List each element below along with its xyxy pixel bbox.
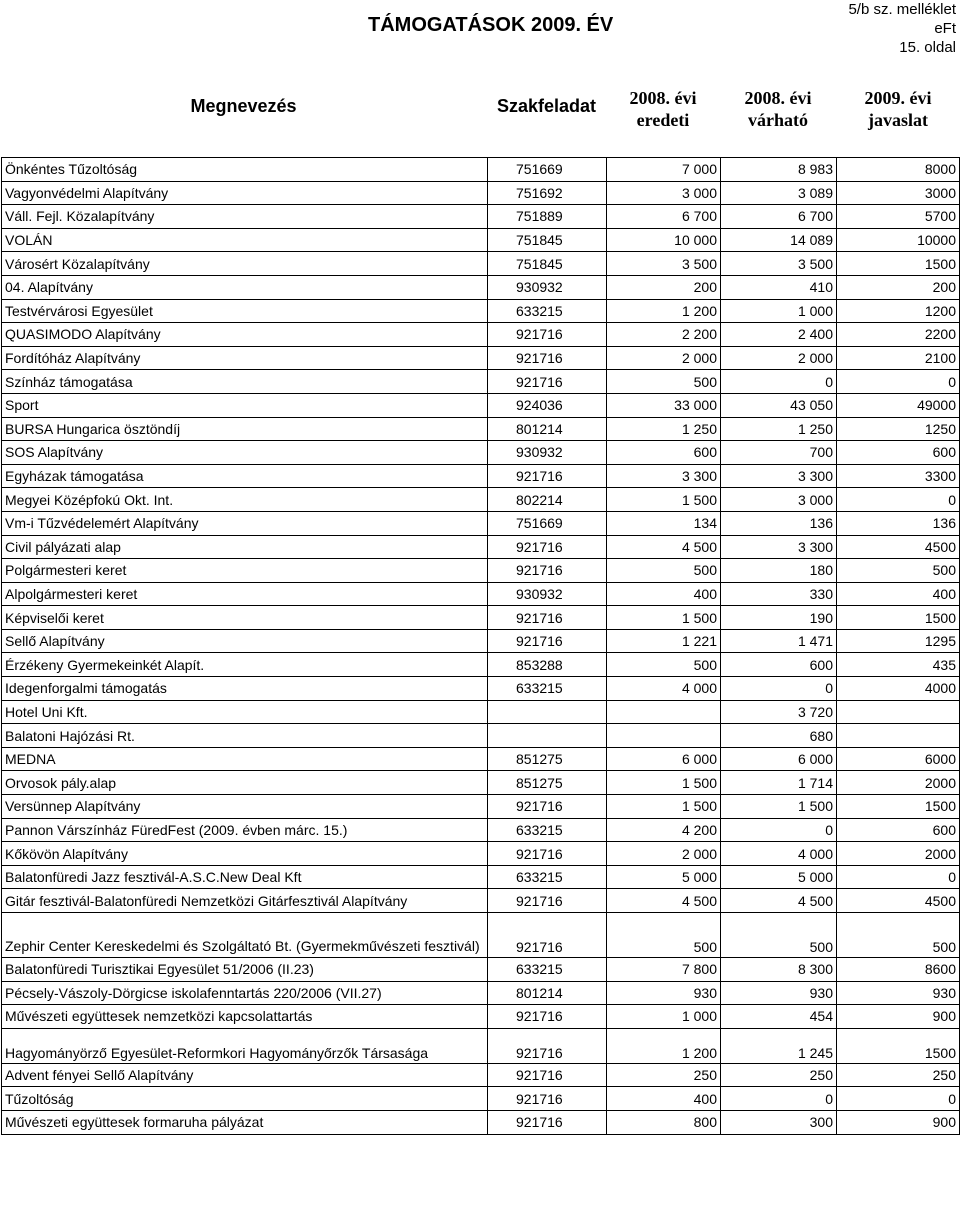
cell-szakfeladat: 924036: [488, 393, 607, 417]
cell-varhato: 410: [721, 275, 837, 299]
cell-javaslat: 1500: [837, 1028, 960, 1063]
cell-varhato: 4 000: [721, 842, 837, 866]
cell-eredeti: 2 200: [607, 323, 721, 347]
table-row: [2, 488, 960, 512]
cell-varhato: 2 000: [721, 346, 837, 370]
table-row: [2, 889, 960, 913]
table-row: [2, 1087, 960, 1111]
cell-varhato: 0: [721, 818, 837, 842]
cell-szakfeladat: 633215: [488, 299, 607, 323]
cell-eredeti: 1 200: [607, 299, 721, 323]
cell-javaslat: 500: [837, 913, 960, 958]
cell-javaslat: 0: [837, 370, 960, 394]
cell-name: Pannon Várszínház FüredFest (2009. évben márc. 15.): [2, 818, 488, 842]
cell-eredeti: 800: [607, 1110, 721, 1134]
cell-eredeti: 3 500: [607, 252, 721, 276]
table-row: [2, 677, 960, 701]
cell-szakfeladat: 921716: [488, 464, 607, 488]
cell-name: Sellő Alapítvány: [2, 629, 488, 653]
cell-szakfeladat: 801214: [488, 417, 607, 441]
table-row: [2, 981, 960, 1005]
cell-varhato: 3 720: [721, 700, 837, 724]
cell-szakfeladat: 851275: [488, 771, 607, 795]
cell-name: Orvosok pály.alap: [2, 771, 488, 795]
table-row: [2, 747, 960, 771]
cell-name: Alpolgármesteri keret: [2, 582, 488, 606]
support-table-body: [2, 158, 960, 1135]
cell-eredeti: 4 000: [607, 677, 721, 701]
column-header-javaslat: [836, 87, 960, 131]
cell-eredeti: 6 700: [607, 205, 721, 229]
cell-name: Hotel Uni Kft.: [2, 700, 488, 724]
cell-szakfeladat: 921716: [488, 1087, 607, 1111]
cell-javaslat: 930: [837, 981, 960, 1005]
cell-szakfeladat: 921716: [488, 1005, 607, 1029]
cell-name: Kőkövön Alapítvány: [2, 842, 488, 866]
table-row: [2, 606, 960, 630]
cell-eredeti: 2 000: [607, 346, 721, 370]
cell-szakfeladat: 921716: [488, 346, 607, 370]
cell-name: Művészeti együttesek nemzetközi kapcsolattartás: [2, 1005, 488, 1029]
cell-javaslat: 0: [837, 865, 960, 889]
cell-javaslat: 500: [837, 559, 960, 583]
table-row: [2, 228, 960, 252]
cell-eredeti: 500: [607, 913, 721, 958]
cell-varhato: 454: [721, 1005, 837, 1029]
cell-szakfeladat: 921716: [488, 606, 607, 630]
cell-szakfeladat: 930932: [488, 582, 607, 606]
cell-varhato: 180: [721, 559, 837, 583]
cell-eredeti: 1 000: [607, 1005, 721, 1029]
cell-name: Pécsely-Vászoly-Dörgicse iskolafenntartás 220/2006 (VII.27): [2, 981, 488, 1005]
cell-varhato: 3 300: [721, 464, 837, 488]
cell-varhato: 1 500: [721, 795, 837, 819]
cell-javaslat: 1295: [837, 629, 960, 653]
cell-javaslat: 4500: [837, 889, 960, 913]
cell-javaslat: 8600: [837, 958, 960, 982]
cell-name: Polgármesteri keret: [2, 559, 488, 583]
page-number: 15. oldal: [899, 39, 956, 56]
cell-javaslat: 8000: [837, 158, 960, 182]
cell-eredeti: 7 800: [607, 958, 721, 982]
cell-varhato: 6 700: [721, 205, 837, 229]
cell-szakfeladat: 633215: [488, 818, 607, 842]
cell-szakfeladat: 921716: [488, 323, 607, 347]
cell-name: Önkéntes Tűzoltóság: [2, 158, 488, 182]
table-row: [2, 417, 960, 441]
cell-javaslat: [837, 700, 960, 724]
cell-javaslat: 49000: [837, 393, 960, 417]
annex-label: 5/b sz. melléklet: [848, 1, 956, 18]
table-row: [2, 559, 960, 583]
cell-eredeti: 500: [607, 653, 721, 677]
table-row: [2, 724, 960, 748]
cell-szakfeladat: 633215: [488, 677, 607, 701]
cell-szakfeladat: 801214: [488, 981, 607, 1005]
cell-varhato: 14 089: [721, 228, 837, 252]
cell-varhato: 680: [721, 724, 837, 748]
cell-eredeti: 500: [607, 559, 721, 583]
cell-javaslat: 136: [837, 511, 960, 535]
cell-javaslat: 250: [837, 1063, 960, 1087]
column-header-varhato-line1: 2008. évi: [744, 88, 812, 108]
cell-eredeti: 400: [607, 582, 721, 606]
unit-label: eFt: [934, 20, 956, 37]
cell-eredeti: 6 000: [607, 747, 721, 771]
cell-szakfeladat: 633215: [488, 958, 607, 982]
cell-varhato: 500: [721, 913, 837, 958]
cell-javaslat: [837, 724, 960, 748]
column-header-eredeti: [606, 87, 720, 131]
cell-varhato: 43 050: [721, 393, 837, 417]
cell-eredeti: 400: [607, 1087, 721, 1111]
cell-eredeti: 33 000: [607, 393, 721, 417]
cell-name: BURSA Hungarica ösztöndíj: [2, 417, 488, 441]
cell-javaslat: 2200: [837, 323, 960, 347]
cell-szakfeladat: 751845: [488, 228, 607, 252]
table-row: [2, 700, 960, 724]
table-row: [2, 441, 960, 465]
table-row: [2, 464, 960, 488]
cell-eredeti: 10 000: [607, 228, 721, 252]
cell-varhato: 0: [721, 370, 837, 394]
cell-javaslat: 2000: [837, 842, 960, 866]
cell-javaslat: 2000: [837, 771, 960, 795]
cell-szakfeladat: 921716: [488, 535, 607, 559]
cell-eredeti: 250: [607, 1063, 721, 1087]
cell-eredeti: 1 500: [607, 795, 721, 819]
cell-javaslat: 0: [837, 1087, 960, 1111]
cell-varhato: 8 300: [721, 958, 837, 982]
cell-javaslat: 600: [837, 818, 960, 842]
cell-javaslat: 900: [837, 1110, 960, 1134]
cell-szakfeladat: 751845: [488, 252, 607, 276]
cell-varhato: 1 250: [721, 417, 837, 441]
cell-name: Sport: [2, 393, 488, 417]
cell-szakfeladat: 921716: [488, 1063, 607, 1087]
cell-szakfeladat: 802214: [488, 488, 607, 512]
cell-szakfeladat: 921716: [488, 629, 607, 653]
cell-varhato: 190: [721, 606, 837, 630]
cell-eredeti: 1 221: [607, 629, 721, 653]
cell-javaslat: 200: [837, 275, 960, 299]
table-row: [2, 653, 960, 677]
cell-name: Gitár fesztivál-Balatonfüredi Nemzetközi Gitárfesztivál Alapítvány: [2, 889, 488, 913]
cell-name: QUASIMODO Alapítvány: [2, 323, 488, 347]
cell-varhato: 4 500: [721, 889, 837, 913]
cell-name: Balatonfüredi Jazz fesztivál-A.S.C.New Deal Kft: [2, 865, 488, 889]
cell-javaslat: 4500: [837, 535, 960, 559]
annex-info: [848, 0, 956, 57]
table-row: [2, 252, 960, 276]
cell-eredeti: 3 300: [607, 464, 721, 488]
cell-varhato: 300: [721, 1110, 837, 1134]
cell-eredeti: [607, 724, 721, 748]
cell-name: Balatonfüredi Turisztikai Egyesület 51/2006 (II.23): [2, 958, 488, 982]
cell-varhato: 600: [721, 653, 837, 677]
cell-varhato: 250: [721, 1063, 837, 1087]
support-table: [1, 157, 960, 1135]
cell-eredeti: 600: [607, 441, 721, 465]
cell-szakfeladat: [488, 724, 607, 748]
cell-eredeti: 3 000: [607, 181, 721, 205]
table-row: [2, 818, 960, 842]
cell-name: Hagyományörző Egyesület-Reformkori Hagyományőrzők Társasága: [2, 1028, 488, 1063]
cell-varhato: 1 000: [721, 299, 837, 323]
column-header-varhato-line2: várható: [748, 110, 808, 130]
table-row: [2, 393, 960, 417]
cell-javaslat: 900: [837, 1005, 960, 1029]
cell-szakfeladat: 921716: [488, 1028, 607, 1063]
table-row: [2, 205, 960, 229]
cell-javaslat: 1500: [837, 252, 960, 276]
cell-javaslat: 3300: [837, 464, 960, 488]
cell-varhato: 5 000: [721, 865, 837, 889]
cell-javaslat: 1200: [837, 299, 960, 323]
cell-szakfeladat: [488, 700, 607, 724]
table-row: [2, 629, 960, 653]
cell-javaslat: 2100: [837, 346, 960, 370]
table-row: [2, 275, 960, 299]
table-row: [2, 535, 960, 559]
cell-varhato: 1 471: [721, 629, 837, 653]
cell-name: Vagyonvédelmi Alapítvány: [2, 181, 488, 205]
column-header-name: Megnevezés: [190, 96, 297, 116]
cell-szakfeladat: 930932: [488, 275, 607, 299]
cell-varhato: 1 714: [721, 771, 837, 795]
cell-varhato: 136: [721, 511, 837, 535]
column-header-eredeti-line1: 2008. évi: [629, 88, 697, 108]
cell-varhato: 3 089: [721, 181, 837, 205]
cell-eredeti: 1 200: [607, 1028, 721, 1063]
cell-szakfeladat: 921716: [488, 370, 607, 394]
cell-varhato: 3 300: [721, 535, 837, 559]
cell-szakfeladat: 921716: [488, 913, 607, 958]
table-row: [2, 582, 960, 606]
cell-name: Városért Közalapítvány: [2, 252, 488, 276]
table-row: [2, 370, 960, 394]
cell-javaslat: 3000: [837, 181, 960, 205]
cell-eredeti: 500: [607, 370, 721, 394]
cell-eredeti: 2 000: [607, 842, 721, 866]
cell-javaslat: 10000: [837, 228, 960, 252]
cell-javaslat: 400: [837, 582, 960, 606]
cell-javaslat: 6000: [837, 747, 960, 771]
table-row: [2, 346, 960, 370]
cell-javaslat: 435: [837, 653, 960, 677]
cell-varhato: 330: [721, 582, 837, 606]
cell-szakfeladat: 633215: [488, 865, 607, 889]
cell-name: Megyei Középfokú Okt. Int.: [2, 488, 488, 512]
cell-name: 04. Alapítvány: [2, 275, 488, 299]
cell-eredeti: 4 200: [607, 818, 721, 842]
cell-szakfeladat: 921716: [488, 559, 607, 583]
cell-javaslat: 1250: [837, 417, 960, 441]
cell-szakfeladat: 751669: [488, 511, 607, 535]
column-header-eredeti-line2: eredeti: [636, 110, 690, 130]
cell-varhato: 2 400: [721, 323, 837, 347]
cell-javaslat: 600: [837, 441, 960, 465]
cell-eredeti: 134: [607, 511, 721, 535]
cell-varhato: 3 500: [721, 252, 837, 276]
cell-name: Versünnep Alapítvány: [2, 795, 488, 819]
column-header-javaslat-line1: 2009. évi: [864, 88, 932, 108]
cell-varhato: 8 983: [721, 158, 837, 182]
cell-varhato: 6 000: [721, 747, 837, 771]
table-row: [2, 771, 960, 795]
cell-name: VOLÁN: [2, 228, 488, 252]
cell-name: Balatoni Hajózási Rt.: [2, 724, 488, 748]
cell-name: Testvérvárosi Egyesület: [2, 299, 488, 323]
cell-eredeti: 1 250: [607, 417, 721, 441]
cell-eredeti: 1 500: [607, 771, 721, 795]
cell-varhato: 0: [721, 1087, 837, 1111]
cell-szakfeladat: 921716: [488, 795, 607, 819]
cell-eredeti: 1 500: [607, 606, 721, 630]
cell-name: Képviselői keret: [2, 606, 488, 630]
cell-eredeti: 7 000: [607, 158, 721, 182]
cell-javaslat: 0: [837, 488, 960, 512]
table-row: [2, 323, 960, 347]
cell-eredeti: 4 500: [607, 889, 721, 913]
cell-name: Érzékeny Gyermekeinkét Alapít.: [2, 653, 488, 677]
cell-name: Fordítóház Alapítvány: [2, 346, 488, 370]
table-row: [2, 511, 960, 535]
cell-name: MEDNA: [2, 747, 488, 771]
document-title: TÁMOGATÁSOK 2009. ÉV: [368, 14, 614, 36]
table-row: [2, 299, 960, 323]
cell-varhato: 3 000: [721, 488, 837, 512]
cell-eredeti: 1 500: [607, 488, 721, 512]
cell-szakfeladat: 930932: [488, 441, 607, 465]
cell-javaslat: 1500: [837, 606, 960, 630]
column-header-javaslat-line2: javaslat: [868, 110, 928, 130]
cell-szakfeladat: 921716: [488, 842, 607, 866]
cell-name: Idegenforgalmi támogatás: [2, 677, 488, 701]
cell-szakfeladat: 751669: [488, 158, 607, 182]
column-header-szakfeladat: Szakfeladat: [496, 96, 597, 116]
cell-name: Vm-i Tűzvédelemért Alapítvány: [2, 511, 488, 535]
cell-name: Egyházak támogatása: [2, 464, 488, 488]
table-row: [2, 1063, 960, 1087]
table-row: [2, 795, 960, 819]
cell-name: Tűzoltóság: [2, 1087, 488, 1111]
cell-name: SOS Alapítvány: [2, 441, 488, 465]
cell-eredeti: 5 000: [607, 865, 721, 889]
cell-javaslat: 4000: [837, 677, 960, 701]
cell-eredeti: [607, 700, 721, 724]
table-row: [2, 1028, 960, 1063]
table-row: [2, 865, 960, 889]
cell-name: Művészeti együttesek formaruha pályázat: [2, 1110, 488, 1134]
column-header-varhato: [720, 87, 836, 131]
cell-varhato: 1 245: [721, 1028, 837, 1063]
cell-name: Zephir Center Kereskedelmi és Szolgáltató Bt. (Gyermekművészeti fesztivál): [2, 913, 488, 958]
cell-name: Civil pályázati alap: [2, 535, 488, 559]
table-row: [2, 1005, 960, 1029]
table-row: [2, 1110, 960, 1134]
table-row: [2, 181, 960, 205]
cell-eredeti: 4 500: [607, 535, 721, 559]
cell-javaslat: 5700: [837, 205, 960, 229]
cell-szakfeladat: 751692: [488, 181, 607, 205]
cell-szakfeladat: 921716: [488, 889, 607, 913]
table-row: [2, 158, 960, 182]
cell-varhato: 700: [721, 441, 837, 465]
cell-szakfeladat: 751889: [488, 205, 607, 229]
cell-szakfeladat: 921716: [488, 1110, 607, 1134]
cell-javaslat: 1500: [837, 795, 960, 819]
table-row: [2, 842, 960, 866]
cell-name: Színház támogatása: [2, 370, 488, 394]
cell-szakfeladat: 851275: [488, 747, 607, 771]
cell-varhato: 0: [721, 677, 837, 701]
cell-name: Váll. Fejl. Közalapítvány: [2, 205, 488, 229]
table-row: [2, 958, 960, 982]
cell-szakfeladat: 853288: [488, 653, 607, 677]
cell-name: Advent fényei Sellő Alapítvány: [2, 1063, 488, 1087]
cell-eredeti: 930: [607, 981, 721, 1005]
cell-eredeti: 200: [607, 275, 721, 299]
table-row: [2, 913, 960, 958]
cell-varhato: 930: [721, 981, 837, 1005]
